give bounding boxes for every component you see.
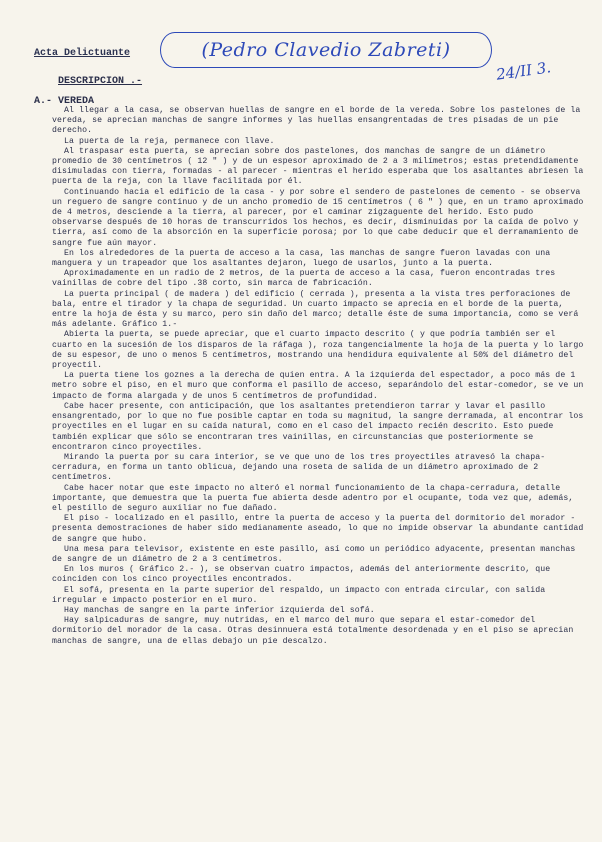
paragraph: La puerta principal ( de madera ) del edificio ( cerrada ), presenta a la vista tres perforaciones de bala, entre el tirador y la chapa de seguridad. Un cuarto impacto se aprecia en el borde de la puerta, entre la hoja de ésta y su marco, pero sin daño del marco; detalle éste de suma importancia, como se verá más adelante. Gráfico 1.- xyxy=(52,289,584,330)
section-heading-descripcion: DESCRIPCION .- xyxy=(58,76,143,87)
document-body xyxy=(52,106,588,647)
handwritten-name-note: (Pedro Clavedio Zabreti) xyxy=(160,32,492,68)
paragraph: Cabe hacer presente, con anticipación, que los asaltantes pretendieron tarrar y lavar el pasillo ensangrentado, por lo que no fue posible captar en toda su magnitud, la sangre derramada, al encontrar los proyectiles en el lugar en su caída natural, como en el caso del impacto recién descrito. Esto puede también explicar que sólo se encontraran tres vainillas, en circunstancias que posteriormente se encontraron cinco proyectiles. xyxy=(52,401,589,452)
paragraph: Al llegar a la casa, se observan huellas de sangre en el borde de la vereda. Sobre los pastelones de la vereda, se aprecian manchas de sangre informes y las huellas ensangrentadas de tres pisadas de un pie derecho. xyxy=(52,106,586,136)
paragraph: El sofá, presenta en la parte superior del respaldo, un impacto con entrada circular, con salida irregular e impacto posterior en el muro. xyxy=(52,585,551,605)
paragraph: La puerta de la reja, permanece con llave. xyxy=(64,136,275,146)
paragraph: Cabe hacer notar que este impacto no alteró el normal funcionamiento de la chapa-cerradura, detalle importante, que demuestra que la puerta fue abierta desde adentro por el ocupante, toda vez que, además, el pestillo de seguro auxiliar no fue dañado. xyxy=(52,483,579,513)
paragraph: Continuando hacia el edificio de la casa - y por sobre el sendero de pastelones de cemento - se observa un reguero de sangre continuo y de un ancho promedio de 15 centímetros ( 6 " ) que, en un tramo aproximado de 4 metros, desciende a la tierra, al parecer, por el caminar zigzaguente del herido. Esto pudo observarse después de 10 horas de transcurridos los hechos, es decir, disminuidas por la caída de polvo y tierra, así como de la absorción en la superficie porosa; por lo que cabe deducir que el derramamiento de sangre fue aún mayor. xyxy=(52,187,589,248)
paragraph: Aproximadamente en un radio de 2 metros, de la puerta de acceso a la casa, fueron encontradas tres vainillas de cobre del tipo .38 corto, sin marca de fabricación. xyxy=(52,269,561,289)
paragraph: En los muros ( Gráfico 2.- ), se observan cuatro impactos, además del anteriormente descrito, que coinciden con los cinco proyectiles encontrados. xyxy=(52,565,556,585)
document-title: Acta Delictuante xyxy=(34,48,131,59)
handwritten-annotation: 24/II 3. xyxy=(495,58,553,84)
subsection-heading-vereda: A.- VEREDA xyxy=(34,96,95,107)
paragraph: Mirando la puerta por su cara interior, se ve que uno de los tres proyectiles atravesó la chapa-cerradura, en forma un tanto oblicua, dejando una roseta de salida de un diámetro aproximado de 2 centímetros. xyxy=(52,452,546,483)
paragraph: Hay salpicaduras de sangre, muy nutridas, en el marco del muro que separa el estar-comedor del dormitorio del morador de la casa. Otras desinnuera está totalmente desordenada y en el piso se aprecian manchas de sangre, una de ellas debajo un pie descalzo. xyxy=(52,616,579,646)
paragraph: Hay manchas de sangre en la parte inferior izquierda del sofá. xyxy=(64,605,375,615)
paragraph: La puerta tiene los goznes a la derecha de quien entra. A la izquierda del espectador, a poco más de 1 metro sobre el piso, en el muro que conforma el pasillo de acceso, separándolo del estar-comedor, se ve un impacto de forma alargada y de unos 5 centímetros de profundidad. xyxy=(52,371,589,401)
paragraph: En los alrededores de la puerta de acceso a la casa, las manchas de sangre fueron lavadas con una manguera y un trapeador que los asaltantes dejaron, luego de usarlos, junto a la puerta. xyxy=(52,248,556,269)
paragraph: Abierta la puerta, se puede apreciar, que el cuarto impacto descrito ( y que podría también ser el cuarto en la sucesión de los disparos de la ráfaga ), roza tangencialmente la hoja de la puerta y lo largo de su espesor, de uno o menos 5 centímetros, mostrando una hendidura equivalente al 50% del diámetro del proyectil. xyxy=(52,330,589,371)
paragraph: Una mesa para televisor, existente en este pasillo, así como un periódico adyacente, presentan manchas de sangre de un diámetro de 2 a 3 centímetros. xyxy=(52,544,581,564)
paragraph: El piso - localizado en el pasillo, entre la puerta de acceso y la puerta del dormitorio del morador - presenta demostraciones de haber sido medianamente aseado, lo que no impide observar la abundante cantidad de sangre que hubo. xyxy=(52,514,589,544)
paragraph: Al traspasar esta puerta, se aprecian sobre dos pastelones, dos manchas de sangre de un diámetro promedio de 30 centímetros ( 12 " ) y de un espesor aproximado de 2 a 3 milímetros; estas pretendidamente disimuladas con tierra, formadas - al parecer - mientras el herido esperaba que los asaltantes abriesen la puerta de la reja, con la llave facilitada por él. xyxy=(52,146,589,187)
